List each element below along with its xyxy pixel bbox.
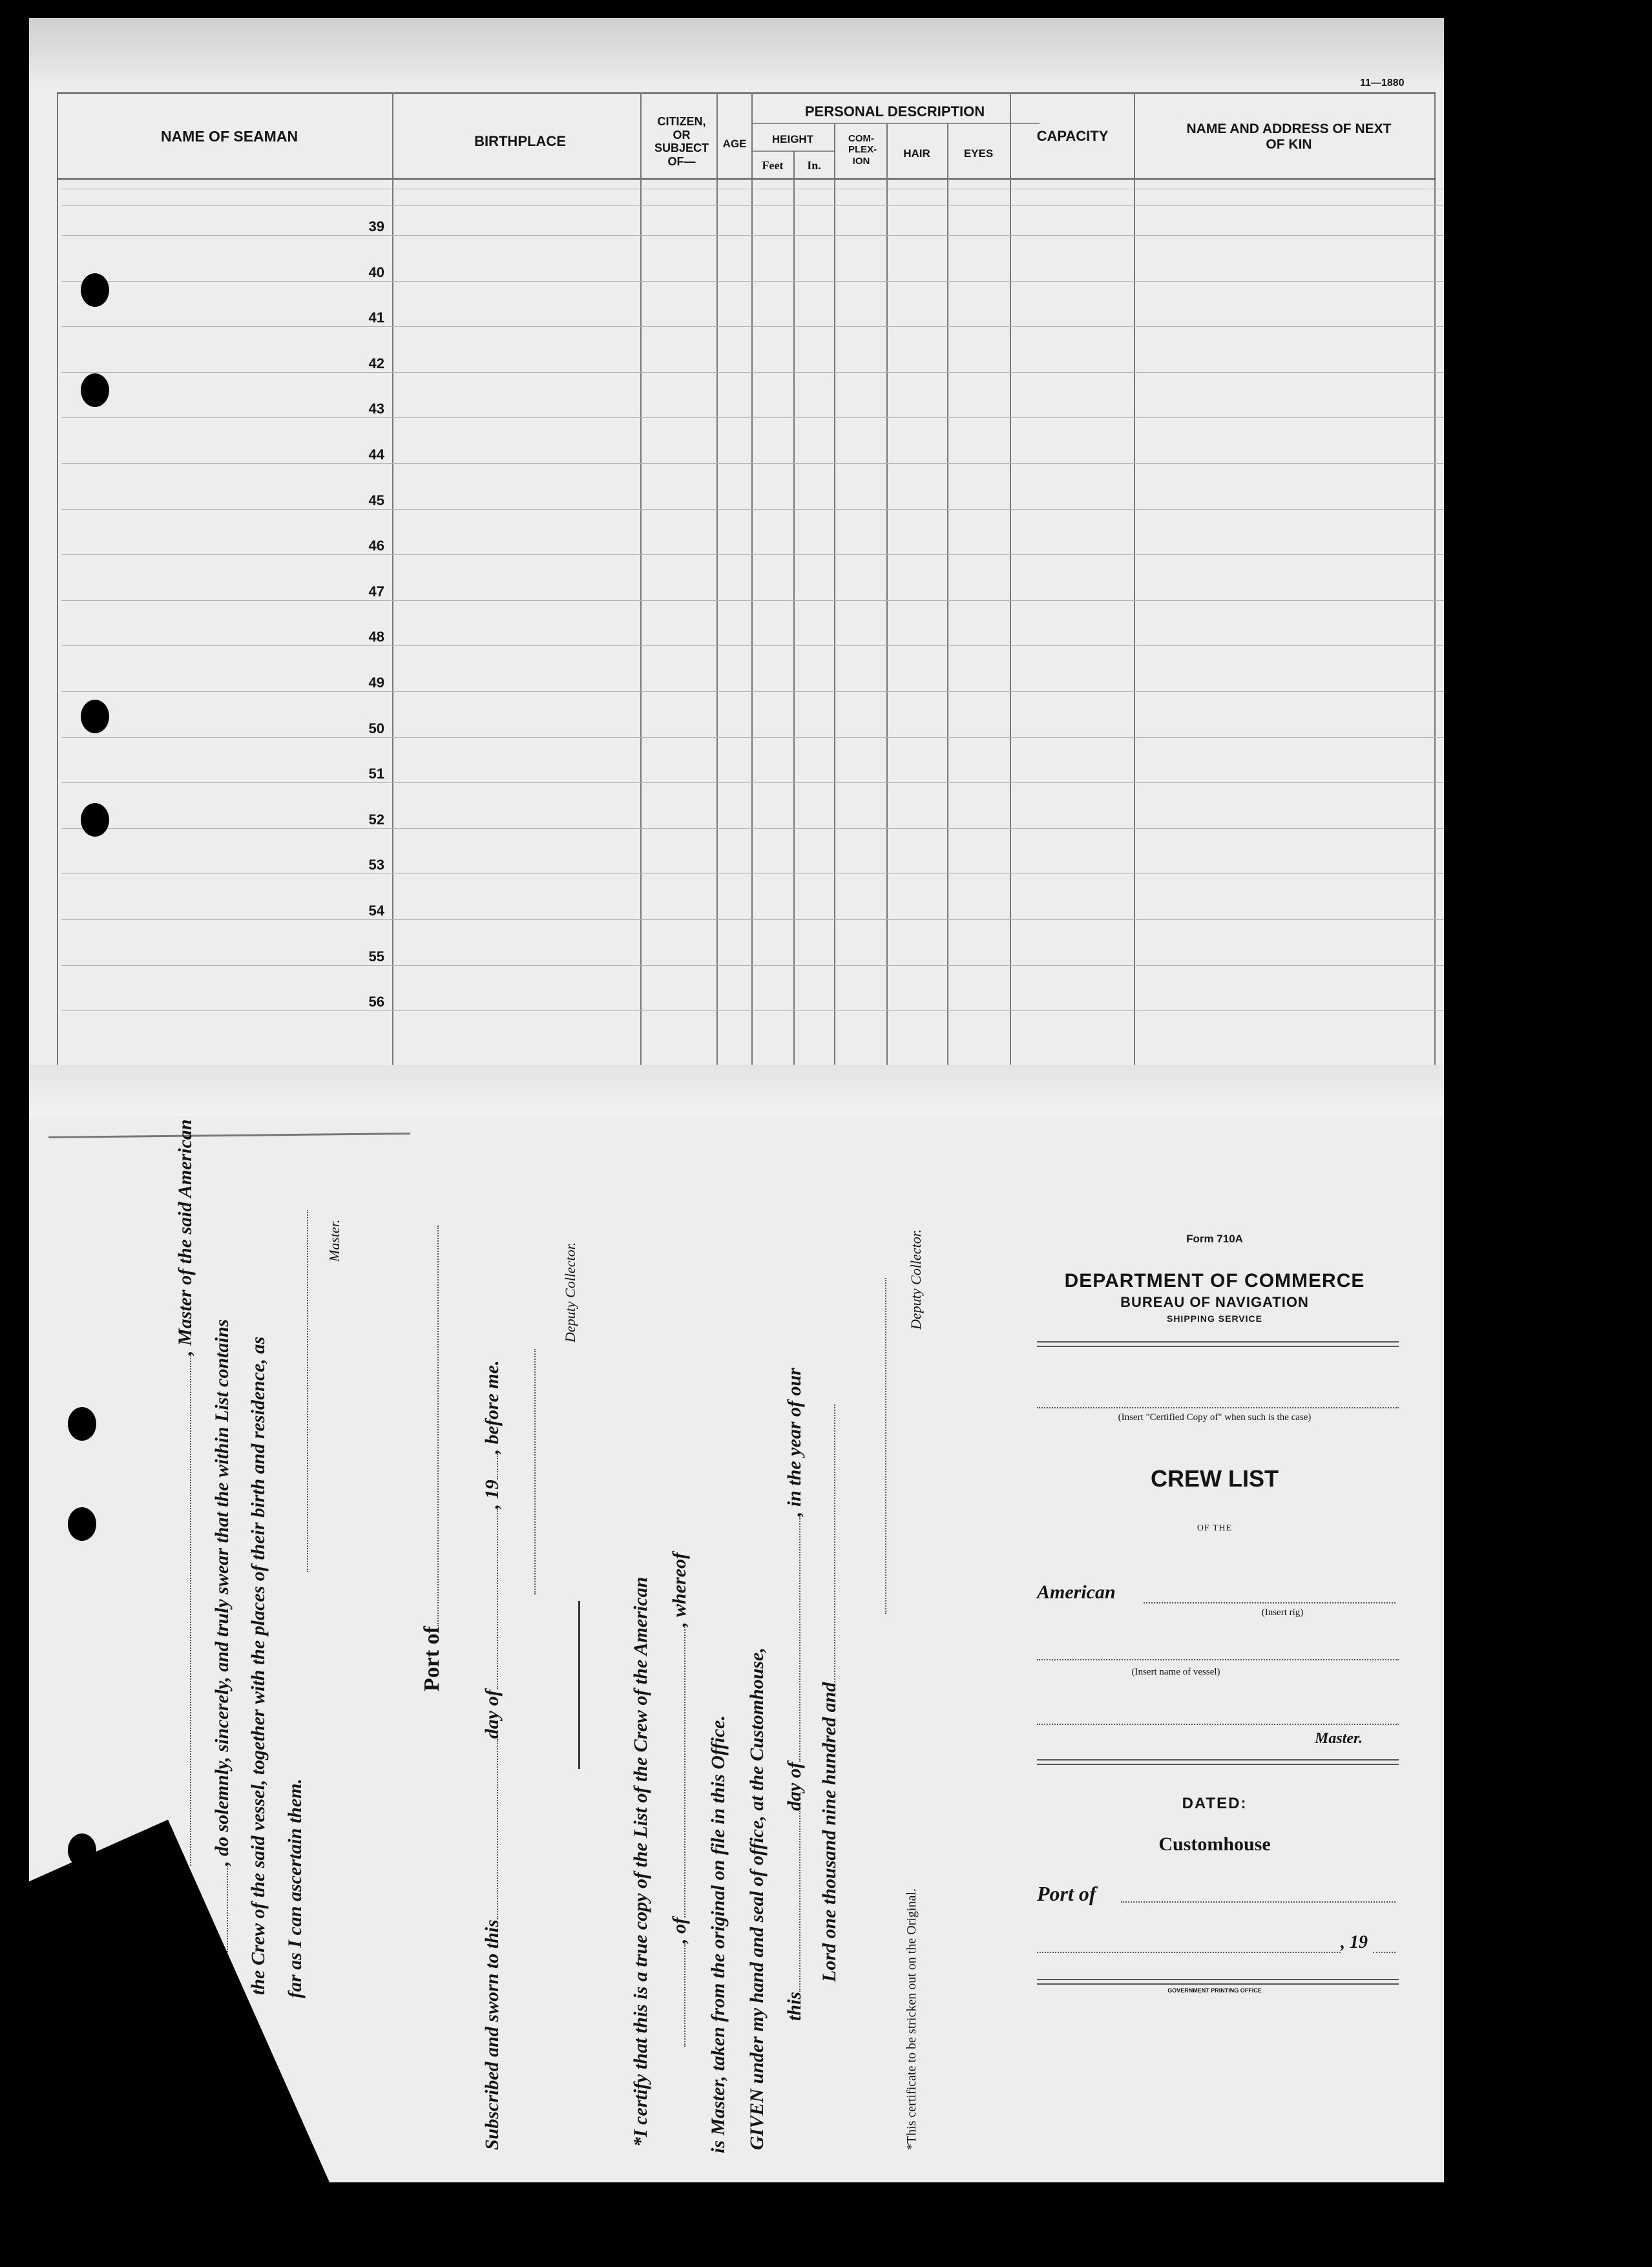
- oath-line-3: the Crew of the said vessel, together with the places of their birth and residence, as: [247, 1336, 269, 1995]
- cover-year: , 19: [1341, 1932, 1368, 1952]
- top-shadow: [29, 18, 1444, 89]
- table-row: [61, 417, 1444, 418]
- table-row: [61, 965, 1444, 966]
- table-row: [61, 463, 1444, 464]
- header-next-of-kin: NAME AND ADDRESS OF NEXT OF KIN: [1186, 121, 1392, 152]
- row-number: 42: [368, 355, 384, 371]
- cert-this-line: thisday of, in the year of our: [784, 1368, 805, 2021]
- oath-port-of: Port of: [420, 1226, 444, 1691]
- customhouse-label: Customhouse: [1158, 1833, 1271, 1855]
- of-the-label: OF THE: [1197, 1523, 1233, 1533]
- table-row: [61, 782, 1444, 783]
- row-number: 44: [368, 446, 384, 463]
- header-capacity: CAPACITY: [1036, 128, 1109, 144]
- dated-label: DATED:: [1182, 1795, 1248, 1812]
- date-line: [1037, 1952, 1341, 1953]
- row-number: 40: [368, 264, 384, 280]
- row-number: 43: [368, 401, 384, 417]
- oath-subscribed-line: Subscribed and sworn to thisday of, 19, before me.: [481, 1360, 503, 2150]
- insert-rig-note: (Insert rig): [1261, 1607, 1304, 1618]
- row-number: 48: [368, 629, 384, 645]
- insert-certified-note: (Insert "Certified Copy of" when such is the case): [1118, 1412, 1312, 1423]
- master-name-line: [1037, 1724, 1399, 1725]
- row-number: 41: [368, 309, 384, 326]
- table-row: [61, 691, 1444, 692]
- punch-hole: [81, 700, 109, 733]
- header-birthplace: BIRTHPLACE: [474, 133, 566, 149]
- table-row: [61, 828, 1444, 829]
- row-number: 51: [368, 766, 384, 782]
- form-number: Form 710A: [1186, 1233, 1243, 1245]
- row-number: 56: [368, 994, 384, 1010]
- header-hair: HAIR: [903, 147, 930, 160]
- personal-desc-rule: [751, 123, 1040, 124]
- oath-line-1: , Master of the said American: [174, 1119, 196, 1866]
- cert-line-4: Lord one thousand nine hundred and: [819, 1405, 841, 1982]
- punch-hole: [81, 803, 109, 837]
- oath-deputy-collector: Deputy Collector.: [562, 1242, 578, 1342]
- table-left-border: [57, 92, 58, 1065]
- row-number: 50: [368, 720, 384, 737]
- header-age: AGE: [722, 138, 747, 150]
- cert-line-1: *I certify that this is a true copy of the List of the Crew of the American: [630, 1576, 651, 2147]
- punch-hole: [81, 273, 109, 307]
- table-row: [61, 737, 1444, 738]
- rule: [1037, 1759, 1399, 1765]
- document-page: [29, 18, 1444, 2182]
- header-name-of-seaman: NAME OF SEAMAN: [160, 128, 298, 145]
- table-row: [61, 873, 1444, 874]
- certified-copy-line: [1037, 1407, 1399, 1408]
- row-number: 45: [368, 492, 384, 508]
- cert-line-2: is Master, taken from the original on file in this Office.: [707, 1715, 729, 2153]
- year-line: [1373, 1952, 1396, 1953]
- punch-hole: [68, 1507, 96, 1541]
- header-eyes: EYES: [963, 147, 994, 160]
- divider-bar: [578, 1601, 580, 1769]
- cover-port-of: Port of: [1037, 1882, 1096, 1905]
- cert-of-line: , of, whereof: [669, 1552, 691, 2047]
- row-number: 49: [368, 674, 384, 691]
- header-height: HEIGHT: [771, 133, 814, 145]
- row-number: 55: [368, 948, 384, 965]
- header-inches: In.: [807, 159, 821, 172]
- bureau-name: BUREAU OF NAVIGATION: [1120, 1294, 1309, 1310]
- col-sep: [793, 151, 795, 1065]
- row-number: 53: [368, 857, 384, 873]
- oath-master-label: Master.: [326, 1219, 342, 1262]
- corner-mark: 11—1880: [1360, 78, 1405, 89]
- col-sep: [834, 123, 835, 1065]
- rig-line: [1144, 1602, 1396, 1604]
- table-row: [61, 326, 1444, 327]
- col-sep: [947, 123, 948, 1065]
- punch-hole: [81, 373, 109, 407]
- table-row: [61, 235, 1444, 236]
- col-sep: [886, 123, 888, 1065]
- row-number: 46: [368, 538, 384, 554]
- row-number: 47: [368, 583, 384, 600]
- rule: [1037, 1341, 1399, 1347]
- cover-master-label: Master.: [1315, 1730, 1363, 1747]
- table-row: [61, 554, 1444, 555]
- table-row: [61, 509, 1444, 510]
- vessel-name-line: [1037, 1659, 1399, 1660]
- department-name: DEPARTMENT OF COMMERCE: [1064, 1270, 1365, 1291]
- fold-crease: [29, 1065, 1444, 1116]
- table-row: [61, 919, 1444, 920]
- table-row: [61, 281, 1444, 282]
- row-number: 39: [368, 218, 384, 235]
- crease-line: [48, 1133, 410, 1138]
- cert-footnote: *This certificate to be stricken out on the Original.: [904, 1888, 919, 2150]
- table-header-rule: [57, 178, 1436, 180]
- oath-line-4: far as I can ascertain them.: [284, 1778, 306, 1998]
- punch-hole: [68, 1407, 96, 1441]
- oath-line-2: , do solemnly, sincerely, and truly swear that the within List contains: [211, 1319, 233, 1989]
- port-line: [1121, 1901, 1396, 1903]
- height-rule: [751, 151, 834, 152]
- header-personal-description: PERSONAL DESCRIPTION: [804, 103, 985, 120]
- table-row: [61, 372, 1444, 373]
- row-number: 54: [368, 903, 384, 919]
- cert-deputy-collector: Deputy Collector.: [908, 1229, 924, 1330]
- crew-list-title: CREW LIST: [1151, 1465, 1279, 1492]
- header-citizen: CITIZEN, OR SUBJECT OF—: [654, 115, 709, 169]
- table-row: [61, 1010, 1444, 1011]
- row-number: 52: [368, 811, 384, 828]
- rule: [1037, 1979, 1399, 1985]
- header-feet: Feet: [762, 159, 784, 172]
- american-label: American: [1037, 1582, 1116, 1603]
- service-name: SHIPPING SERVICE: [1166, 1313, 1262, 1324]
- deputy-signature-line: [534, 1349, 536, 1594]
- table-row: [61, 600, 1444, 601]
- table-top-rule: [57, 92, 1436, 94]
- master-signature-line: [307, 1210, 308, 1572]
- cert-deputy-signature-line: [885, 1278, 886, 1614]
- table-row: [61, 645, 1444, 646]
- cert-line-3: GIVEN under my hand and seal of office, at the Customhouse,: [746, 1647, 768, 2150]
- insert-vessel-note: (Insert name of vessel): [1131, 1667, 1220, 1677]
- printer-imprint: GOVERNMENT PRINTING OFFICE: [1167, 1987, 1262, 1994]
- table-row: [61, 205, 1444, 206]
- header-complexion: COM- PLEX- ION: [848, 133, 877, 167]
